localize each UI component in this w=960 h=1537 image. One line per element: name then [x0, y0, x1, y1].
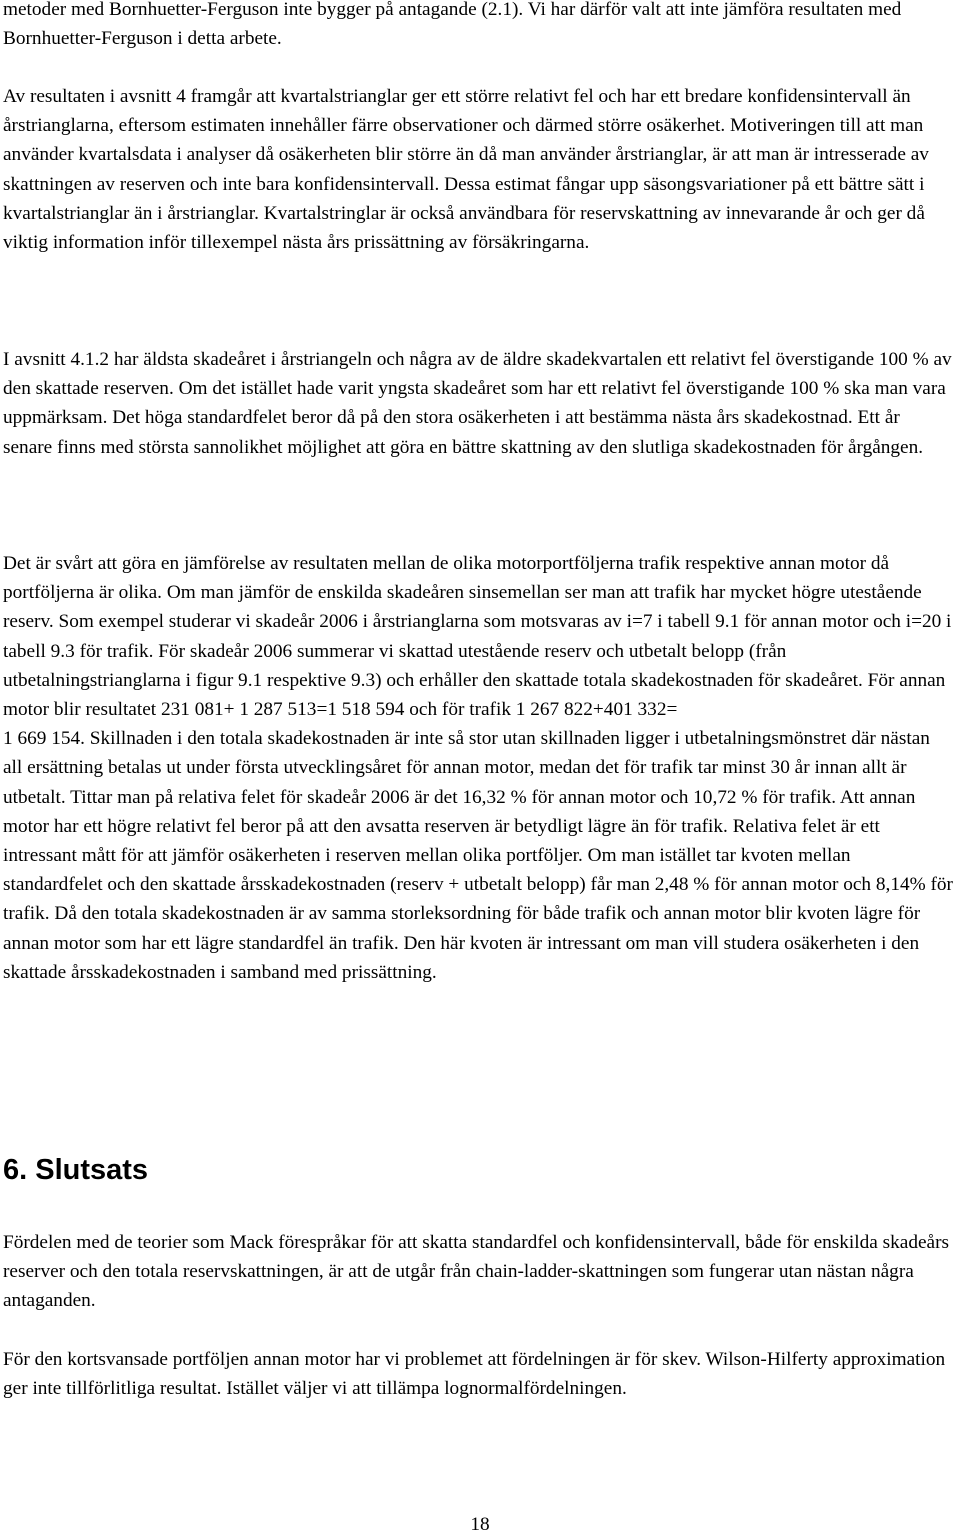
- paragraph-conclusion-mack: [3, 1228, 953, 1316]
- text-line: Fördelen med de teorier som Mack förespråkar för att skatta standardfel och konfidensintervall, både för enskilda skadeårs reserver och den totala reservskattningen, är att de utgår från chain-ladder-skattningen som fungerar utan nästan några antaganden.: [3, 1232, 950, 1312]
- text-line: Det är svårt att göra en jämförelse av resultaten mellan de olika motorportföljerna trafik respektive annan motor då portföljerna är olika. Om man jämför de enskilda skadeåren sinsemellan ser man att trafik har mycket högre utestående reserv. Som exempel studerar vi skadeår 2006 i årstrianglarna som motsvaras av i=7 i tabell 9.1 för annan motor och i=20 i tabell 9.3 för trafik. För skadeår 2006 summerar vi skattad utestående reserv och utbetalt belopp (från utbetalningstrianglarna i figur 9.1 respektive 9.3) och erhåller den skattade totala skadekostnaden för skadeåret. För annan motor blir resultatet 231 081+ 1 287 513=1 518 594 och för trafik 1 267 822+401 332=: [3, 553, 952, 721]
- text-line: I avsnitt 4.1.2 har äldsta skadeåret i årstriangeln och några av de äldre skadekvartalen ett relativt fel överstigande 100 % av den skattade reserven. Om det istället hade varit yngsta skadeåret som har ett relativt fel överstigande 100 % ska man vara uppmärksam. Det höga standardfelet beror då på den stora osäkerheten i att bestämma nästa års skadekostnad. Ett år senare finns med största sannolikhet möjlighet att göra en bättre skattning av den slutliga skadekostnaden för årgången.: [3, 349, 952, 458]
- section-heading: 6. Slutsats: [3, 1154, 149, 1186]
- page-number: 18: [470, 1514, 490, 1535]
- paragraph-relative-error: [3, 345, 953, 462]
- paragraph-quarterly-triangles: [3, 82, 953, 257]
- paragraph-conclusion-lognormal: [3, 1345, 953, 1403]
- text-line: metoder med Bornhuetter-Ferguson inte bygger på antagande (2.1). Vi har därför valt att inte jämföra resultaten med Bornhuetter-Ferguson i detta arbete.: [3, 0, 902, 50]
- text-line: 1 669 154. Skillnaden i den totala skadekostnaden är inte så stor utan skillnaden ligger i utbetalningsmönstret där nästan all ersättning betalas ut under första utvecklingsåret för annan motor, medan det för trafik tar minst 30 år innan allt är utbetalt. Tittar man på relativa felet för skadeår 2006 är det 16,32 % för annan motor och 10,72 % för trafik. Att annan motor har ett högre relativt fel beror på att den avsatta reserven är betydligt lägre än för trafik. Relativa felet är ett intressant mått för att jämför osäkerheten i reserven mellan olika portföljer. Om man istället tar kvoten mellan standardfelet och den skattade årsskadekostnaden (reserv + utbetalt belopp) får man 2,48 % för annan motor och 8,14% för trafik. Då den totala skadekostnaden är av samma storleksordning för både trafik och annan motor blir kvoten lägre för annan motor som har ett lägre standardfel än trafik. Den här kvoten är intressant om man vill studera osäkerheten i den skattade årsskadekostnaden i samband med prissättning.: [3, 728, 953, 983]
- paragraph-portfolio-comparison: [3, 549, 953, 987]
- text-line: Av resultaten i avsnitt 4 framgår att kvartalstrianglar ger ett större relativt fel och har ett bredare konfidensintervall än årstrianglarna, eftersom estimaten innehåller färre observationer och därmed större osäkerhet. Motiveringen till att man använder kvartalsdata i analyser då osäkerheten blir större än då man använder årstrianglar, är att man är intresserade av skattningen av reserven och inte bara konfidensintervall. Dessa estimat fångar upp säsongsvariationer på ett bättre sätt i kvartalstrianglar än i årstrianglar. Kvartalstringlar är också användbara för reservskattning av innevarande år och ger då viktig information inför tillexempel nästa års prissättning av försäkringarna.: [3, 86, 929, 254]
- paragraph-intro-continuation: [3, 0, 953, 53]
- text-line: För den kortsvansade portföljen annan motor har vi problemet att fördelningen är för skev. Wilson-Hilferty approximation ger inte tillförlitliga resultat. Istället väljer vi att tillämpa lognormalfördelningen.: [3, 1349, 946, 1400]
